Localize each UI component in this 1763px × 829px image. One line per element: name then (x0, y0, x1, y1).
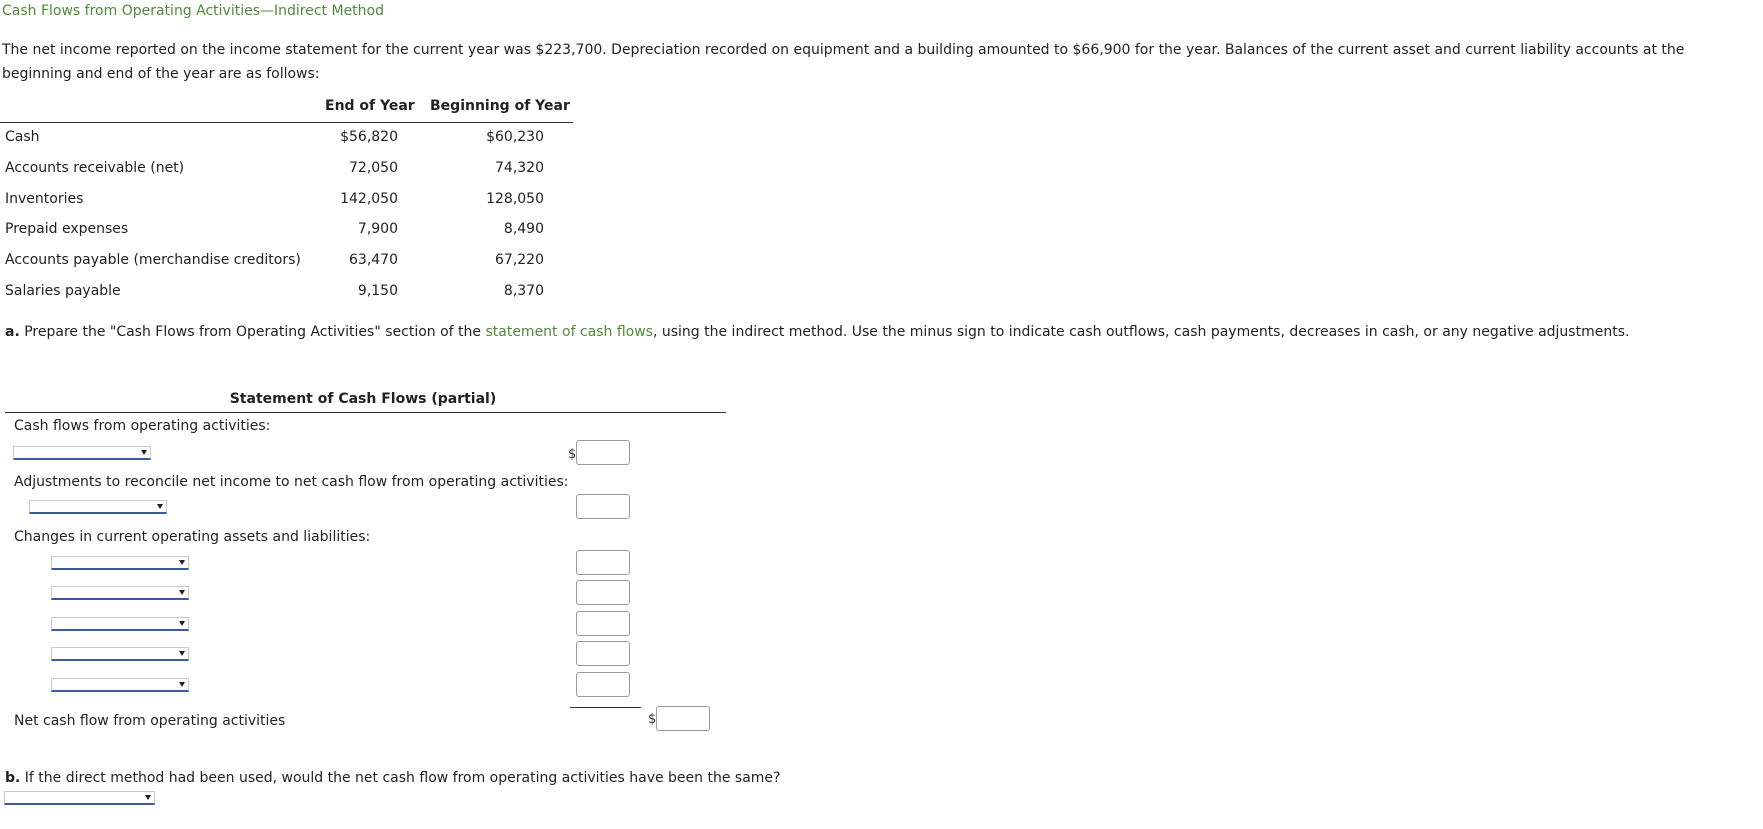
salaries-payable-end: 9,150 (357, 283, 398, 299)
table-header-rule (0, 122, 573, 123)
row-label-cash: Cash (5, 129, 40, 145)
row-label-salaries-payable: Salaries payable (5, 283, 121, 299)
adjustment-dropdown[interactable] (29, 500, 167, 514)
change-dropdown-4[interactable] (51, 647, 189, 661)
question-a-text-before: Prepare the "Cash Flows from Operating Activities" section of the (19, 324, 486, 340)
accounts-receivable-begin: 74,320 (495, 160, 544, 176)
row-label-accounts-receivable: Accounts receivable (net) (5, 160, 185, 176)
row-label-inventories: Inventories (5, 191, 84, 207)
change-dropdown-3[interactable] (51, 617, 189, 631)
prepaid-expenses-begin: 8,490 (503, 221, 544, 237)
row-label-accounts-payable: Accounts payable (merchandise creditors) (5, 252, 301, 268)
net-cash-flow-input[interactable] (656, 706, 710, 731)
change-input-4[interactable] (576, 641, 630, 666)
adjustments-label: Adjustments to reconcile net income to net cash flow from operating activities: (14, 474, 569, 490)
net-cash-flow-dollar-sign: $ (648, 712, 657, 727)
inventories-begin: 128,050 (486, 191, 544, 207)
statement-of-cash-flows-link[interactable]: statement of cash flows (485, 324, 653, 340)
direct-method-answer-dropdown[interactable] (4, 791, 155, 805)
change-dropdown-5[interactable] (51, 678, 189, 692)
salaries-payable-begin: 8,370 (503, 283, 544, 299)
question-a (5, 324, 1629, 340)
question-b (5, 770, 780, 786)
change-input-1[interactable] (576, 550, 630, 575)
question-b-label: b. (5, 770, 21, 786)
accounts-payable-end: 63,470 (349, 252, 398, 268)
page-title: Cash Flows from Operating Activities—Indirect Method (2, 3, 384, 19)
question-a-text-after: , using the indirect method. Use the minus sign to indicate cash outflows, cash payments, decreases in cash, or any negative adjustments. (652, 324, 1630, 340)
cash-begin: $60,230 (486, 129, 544, 145)
accounts-payable-begin: 67,220 (495, 252, 544, 268)
adjustment-input[interactable] (576, 494, 630, 519)
col-header-end-of-year: End of Year (325, 98, 415, 114)
change-input-5[interactable] (576, 672, 630, 697)
accounts-receivable-end: 72,050 (349, 160, 398, 176)
net-income-input[interactable] (576, 440, 630, 465)
cash-end: $56,820 (340, 129, 398, 145)
net-income-dollar-sign: $ (568, 447, 577, 462)
statement-title-rule (5, 412, 726, 413)
change-input-2[interactable] (576, 580, 630, 605)
prepaid-expenses-end: 7,900 (357, 221, 398, 237)
net-income-dropdown[interactable] (13, 446, 151, 460)
problem-intro: The net income reported on the income statement for the current year was $223,700. Depreciation recorded on equipment and a building amounted to $66,900 for the year. Balances of the current asset and current liability accounts at the beginning and end of the year are as follows: (2, 42, 1685, 82)
net-cash-flow-label: Net cash flow from operating activities (14, 713, 286, 729)
inventories-end: 142,050 (340, 191, 398, 207)
col-header-beginning-of-year: Beginning of Year (430, 98, 570, 114)
row-label-prepaid-expenses: Prepaid expenses (5, 221, 129, 237)
change-dropdown-2[interactable] (51, 586, 189, 600)
changes-label: Changes in current operating assets and liabilities: (14, 529, 371, 545)
question-a-label: a. (5, 324, 20, 340)
subtotal-rule (570, 707, 641, 708)
change-input-3[interactable] (576, 611, 630, 636)
statement-title: Statement of Cash Flows (partial) (229, 391, 497, 407)
cash-flows-label: Cash flows from operating activities: (14, 418, 271, 434)
question-b-text: If the direct method had been used, would the net cash flow from operating activities have been the same? (20, 770, 781, 786)
change-dropdown-1[interactable] (51, 556, 189, 570)
